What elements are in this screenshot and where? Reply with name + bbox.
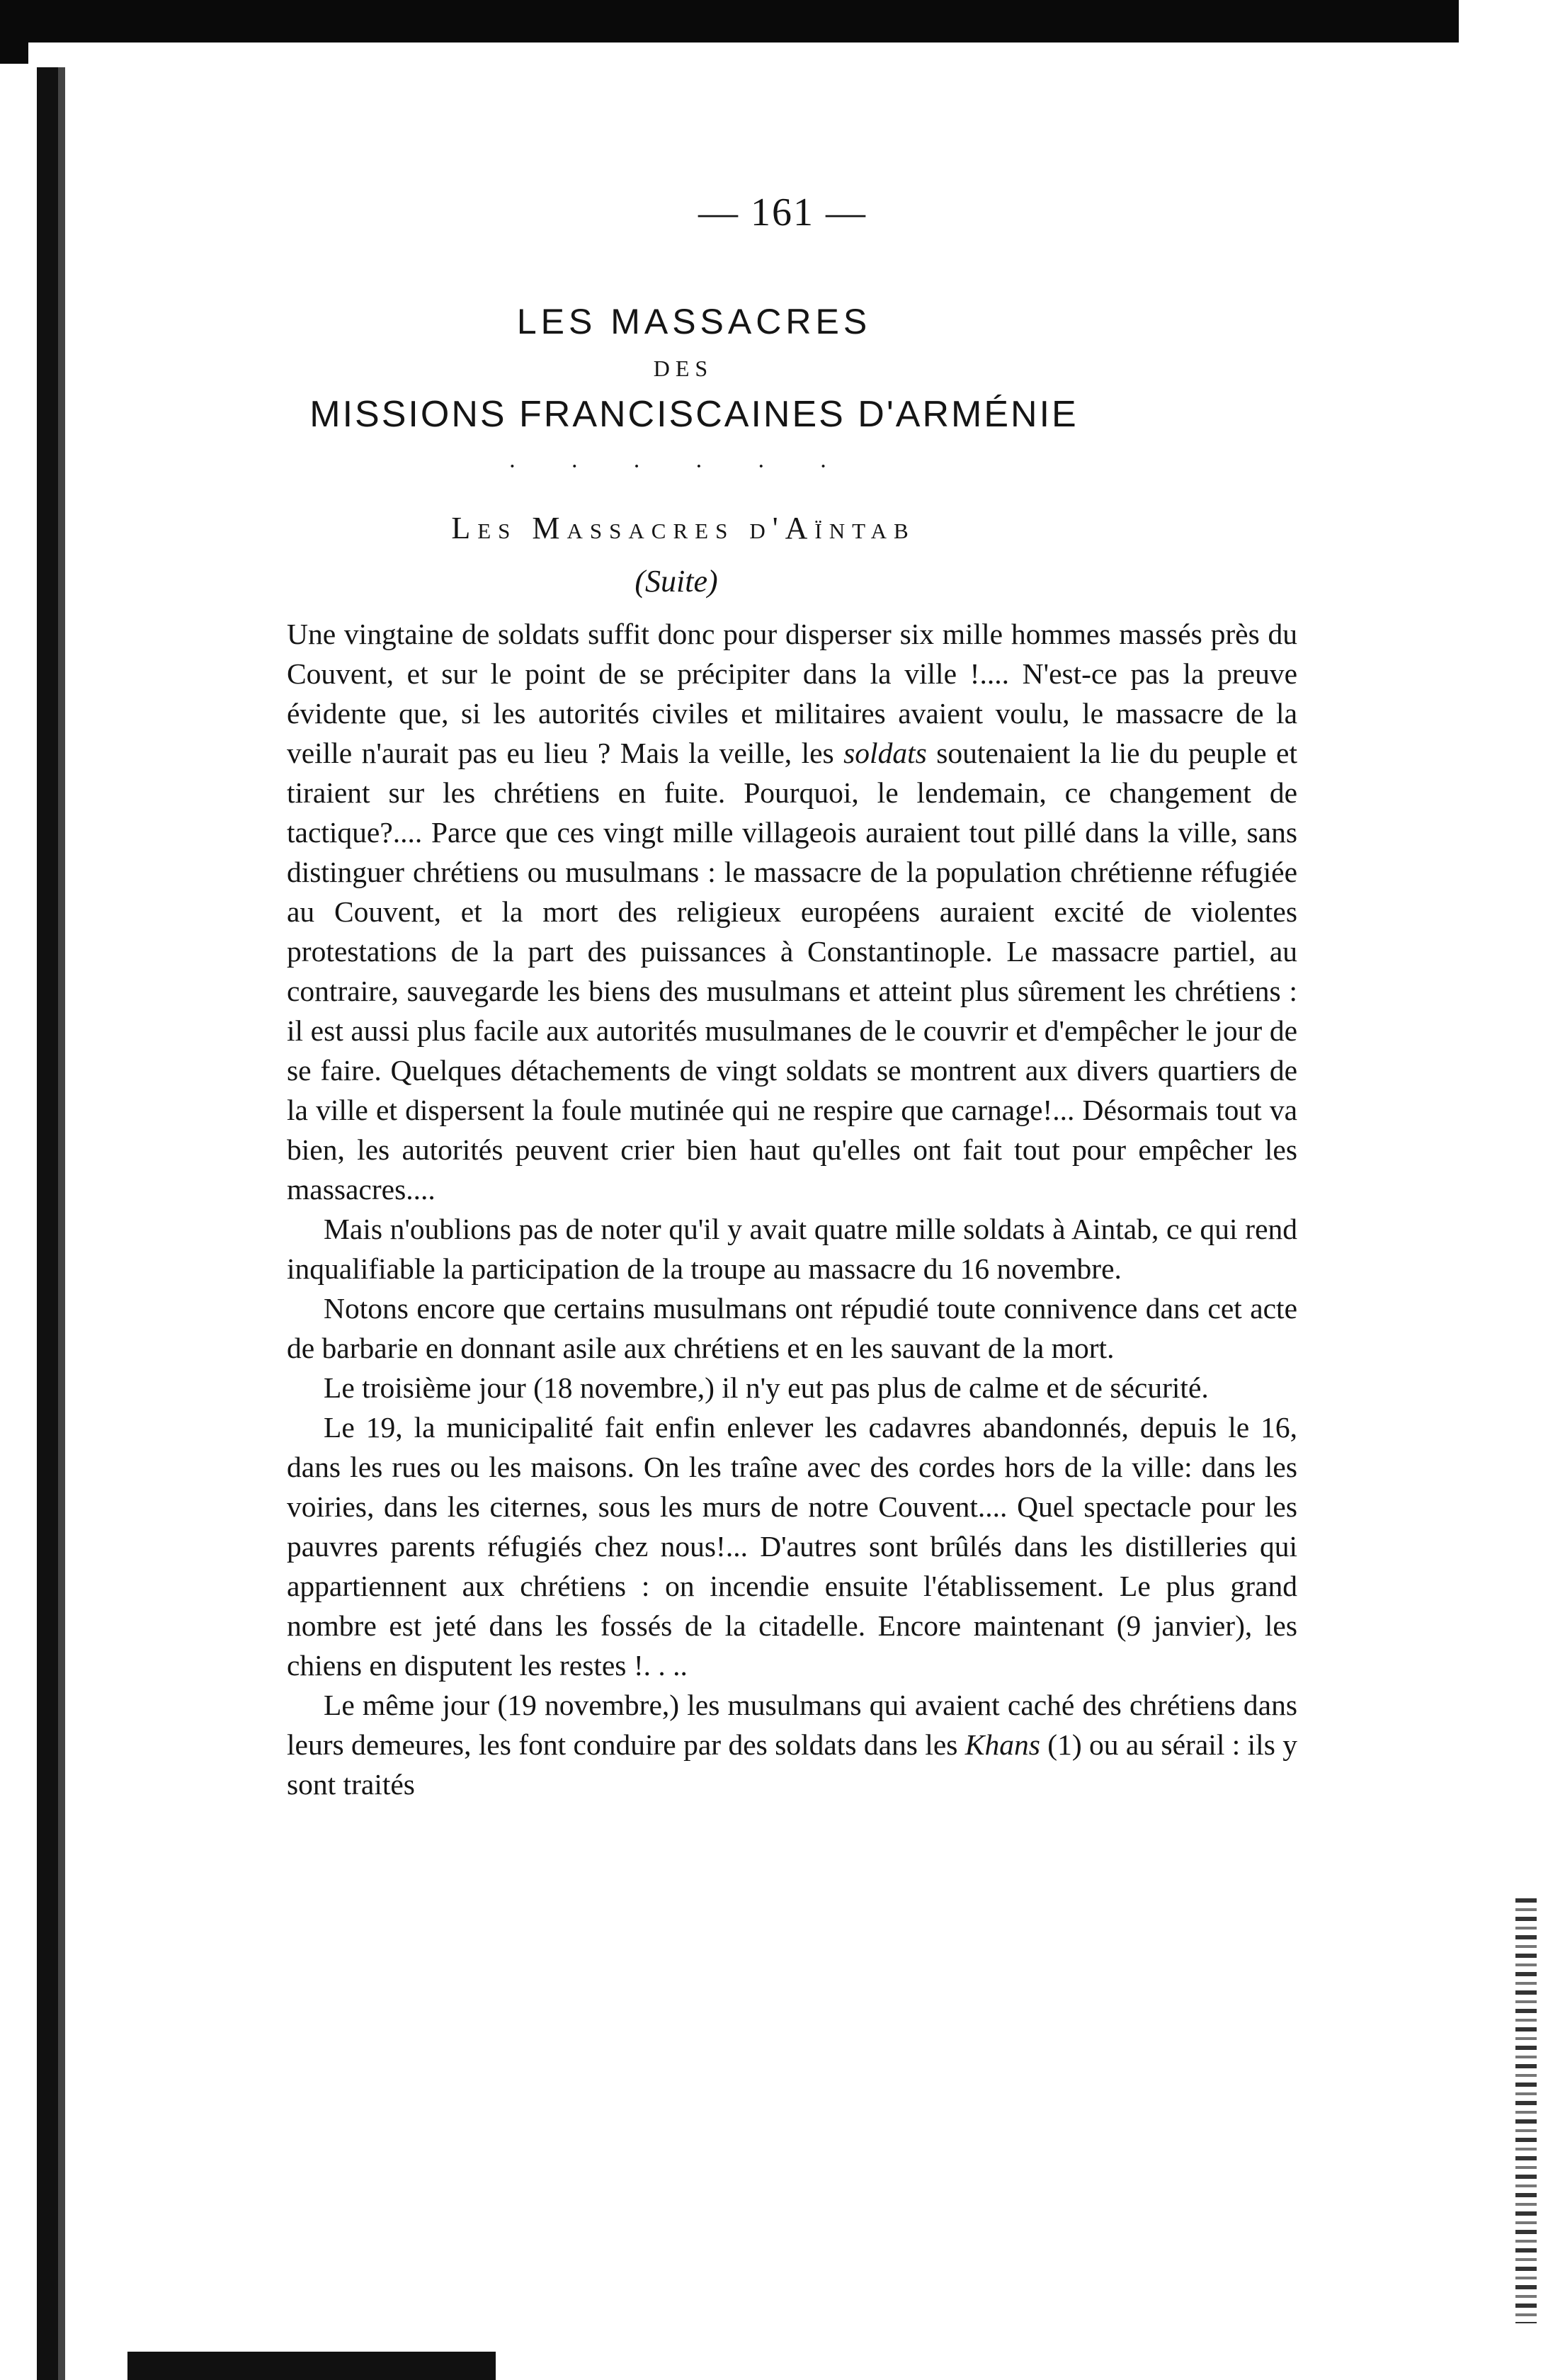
- paragraph: Mais n'oublions pas de noter qu'il y avait quatre mille soldats à Aintab, ce qui rend inqualifiable la participation de la troupe au massacre du 16 novembre.: [287, 1213, 1297, 1285]
- paragraph: Une vingtaine de soldats suffit donc pour disperser six mille hommes massés près du Couvent, et sur le point de se précipiter dans la ville !.... N'est-ce pas la preuve évidente que, si les autorités civiles et militaires avaient voulu, le massacre de la veille n'aurait pas eu lieu ? Mais la veille, les soldats soutenaient la lie du peuple et tiraient sur les chrétiens en fuite. Pourquoi, le lendemain, ce changement de tactique?.... Parce que ces vingt mille villageois auraient tout pillé dans la ville, sans distinguer chrétiens ou musulmans : le massacre de la population chrétienne réfugiée au Couvent, et la mort des religieux européens auraient excité de violentes protestations de la part des puissances à Constantinople. Le massacre partiel, au contraire, sauvegarde les biens des musulmans et atteint plus sûrement les chrétiens : il est aussi plus facile aux autorités musulmanes de le couvrir et d'empêcher le jour de se faire. Quelques détachements de vingt soldats se montrent aux divers quartiers de la ville et dispersent la foule mutinée qui ne respire que carnage!... Désormais tout va bien, les autorités peuvent crier bien haut qu'elles ont fait tout pour empêcher les massacres....: [287, 618, 1297, 1206]
- paragraph: Le même jour (19 novembre,) les musulmans qui avaient caché des chrétiens dans leurs demeures, les font conduire par des soldats dans les Khans (1) ou au sérail : ils y sont traités: [287, 1689, 1297, 1801]
- emphasis: Khans: [964, 1728, 1040, 1761]
- title-sub: MISSIONS FRANCISCAINES D'ARMÉNIE: [309, 394, 1079, 435]
- title-main: LES MASSACRES: [516, 302, 872, 341]
- scan-noise-right: [1515, 1898, 1537, 2323]
- paragraph: Le 19, la municipalité fait enfin enlever les cadavres abandonnés, depuis le 16, dans les rues ou les maisons. On les traîne avec des cordes hors de la ville: dans les voiries, dans les citernes, sous les murs de notre Couvent.... Quel spectacle pour les pauvres parents réfugiés chez nous!... D'autres sont brûlés dans les distilleries qui appartiennent aux chrétiens : on incendie ensuite l'établissement. Le plus grand nombre est jeté dans les fossés de la citadelle. Encore maintenant (9 janvier), les chiens en disputent les restes !. . ..: [287, 1411, 1297, 1682]
- ornament-divider: · · · · · ·: [508, 453, 852, 480]
- article-body: [287, 614, 1297, 1804]
- paragraph: Notons encore que certains musulmans ont répudié toute connivence dans cet acte de barbarie en donnant asile aux chrétiens et en les sauvant de la mort.: [287, 1292, 1297, 1364]
- scan-border-top: [0, 0, 1459, 42]
- section-heading: Les Massacres d'Aïntab: [451, 511, 916, 545]
- title-des: DES: [653, 356, 714, 381]
- page-number: — 161 —: [698, 191, 867, 234]
- emphasis: soldats: [843, 737, 927, 769]
- paragraph: Le troisième jour (18 novembre,) il n'y eut pas plus de calme et de sécurité.: [324, 1371, 1209, 1404]
- scan-border-bottom: [127, 2352, 496, 2380]
- scan-border-top-corner: [0, 42, 28, 64]
- section-suite: (Suite): [634, 564, 718, 599]
